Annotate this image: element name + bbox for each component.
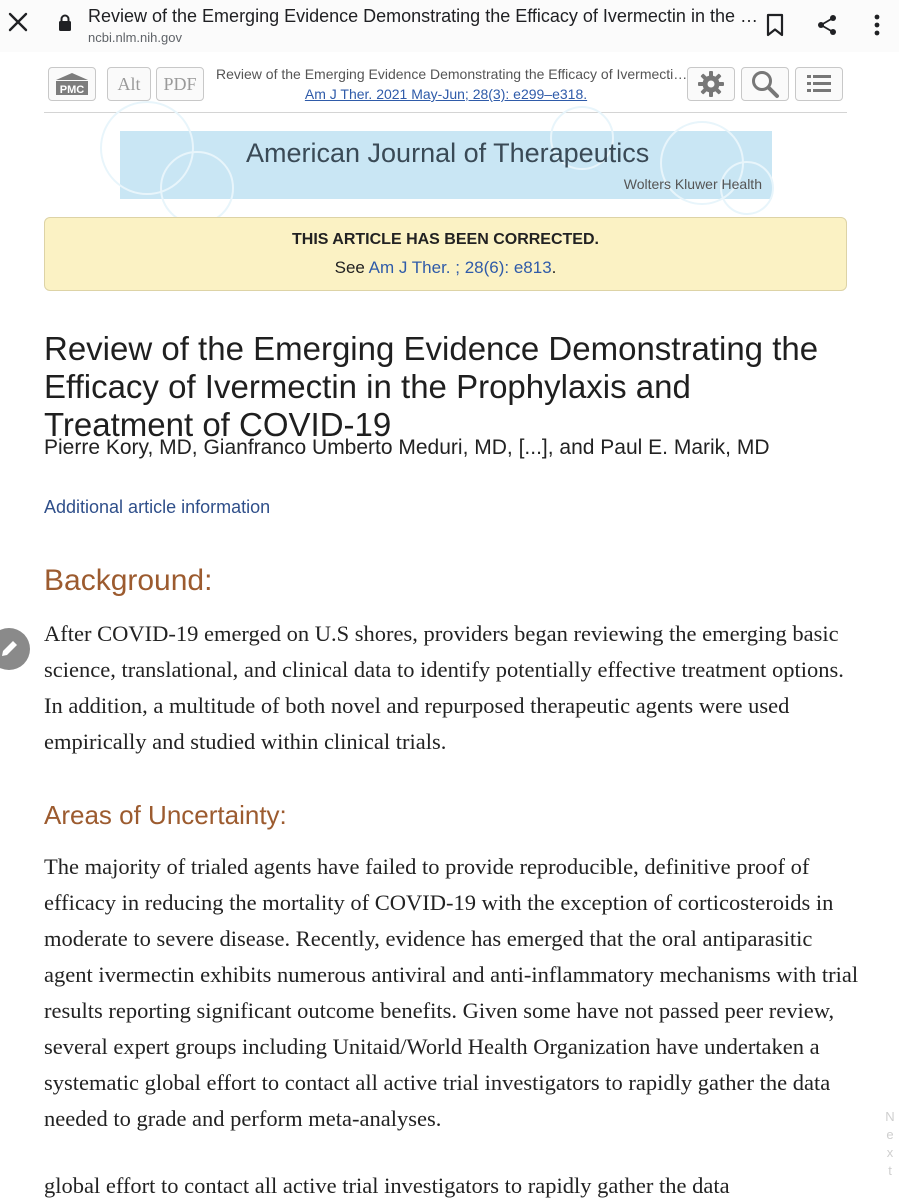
article-authors: Pierre Kory, MD, Gianfranco Umberto Meduri, MD, [...], and Paul E. Marik, MD (44, 436, 770, 459)
edit-button[interactable] (0, 628, 30, 670)
cutoff-line (44, 1173, 859, 1200)
additional-info-link[interactable]: Additional article information (44, 497, 271, 517)
settings-button[interactable] (687, 67, 735, 101)
correction-line (45, 258, 846, 278)
share-button[interactable] (812, 10, 842, 40)
list-icon (806, 72, 832, 96)
contents-button[interactable] (795, 67, 843, 101)
journal-banner[interactable] (120, 131, 772, 199)
background-text: After COVID-19 emerged on U.S shores, providers began reviewing the emerging basic science, translational, and clinical data to identify potentially effective treatment options. In addition, a multitude of both novel and repurposed therapeutic agents were used empirically and studied within clinical trials. (44, 621, 844, 754)
browser-bar (0, 0, 899, 52)
pdf-button[interactable]: PDF (156, 67, 204, 101)
correction-link[interactable]: Am J Ther. ; 28(6): e813 (368, 258, 552, 277)
article-title: Review of the Emerging Evidence Demonstrating the Efficacy of Ivermectin in the Prophylaxis and Treatment of COVID-19 (44, 330, 819, 443)
edit-icon (0, 638, 20, 660)
bookmark-button[interactable] (760, 10, 790, 40)
next-letter: e (886, 1127, 894, 1142)
alt-button[interactable]: Alt (107, 67, 151, 101)
more-menu-button[interactable] (862, 10, 892, 40)
tab-url: ncbi.nlm.nih.gov (88, 30, 182, 45)
gear-icon (697, 70, 725, 98)
next-letter: x (886, 1145, 894, 1160)
tab-title: Review of the Emerging Evidence Demonstrating the Efficacy of Ivermectin in the … (88, 6, 758, 26)
correction-suffix: . (551, 258, 557, 277)
uncertainty-heading: Areas of Uncertainty: (44, 800, 287, 830)
share-icon (815, 13, 839, 37)
correction-see-prefix: See (334, 258, 369, 277)
next-letter: N (885, 1109, 895, 1124)
next-side-label[interactable] (884, 1108, 896, 1200)
pmc-logo-icon (52, 71, 92, 97)
lock-icon (58, 14, 72, 32)
pmc-logo-label: PMC (59, 84, 85, 96)
toolbar-citation-link[interactable]: Am J Ther. 2021 May-Jun; 28(3): e299–e318. (304, 86, 588, 102)
close-button[interactable] (4, 8, 32, 36)
toolbar-citation-title: Review of the Emerging Evidence Demonstrating the Efficacy of Ivermecti… (216, 66, 688, 82)
search-icon (750, 69, 780, 99)
close-icon (7, 11, 29, 33)
journal-publisher: Wolters Kluwer Health (623, 176, 762, 192)
toolbar-citation (216, 64, 688, 104)
journal-name: American Journal of Therapeutics (246, 138, 650, 168)
bookmark-icon (765, 13, 785, 37)
banner-decoration (160, 151, 234, 225)
pmc-logo-button[interactable] (48, 67, 96, 101)
background-heading: Background: (44, 564, 213, 597)
correction-notice (44, 217, 847, 291)
more-vert-icon (873, 13, 881, 37)
correction-heading: THIS ARTICLE HAS BEEN CORRECTED. (292, 231, 599, 248)
next-letter: t (888, 1163, 892, 1178)
cutoff-text: global effort to contact all active trial investigators to rapidly gather the data (44, 1173, 730, 1198)
uncertainty-text: The majority of trialed agents have failed to provide reproducible, definitive proof of efficacy in reducing the mortality of COVID-19 with the exception of corticosteroids in moderate to severe disease. Recently, evidence has emerged that the oral antiparasitic agent ivermectin exhibits numerous antiviral and anti-inflammatory mechanisms with trial results reporting significant outcome benefits. Given some have not passed peer review, several expert groups including Unitaid/World Health Organization have undertaken a systematic global effort to contact all active trial investigators to rapidly gather the data needed to grade and perform meta-analyses. (44, 854, 859, 1131)
search-button[interactable] (741, 67, 789, 101)
